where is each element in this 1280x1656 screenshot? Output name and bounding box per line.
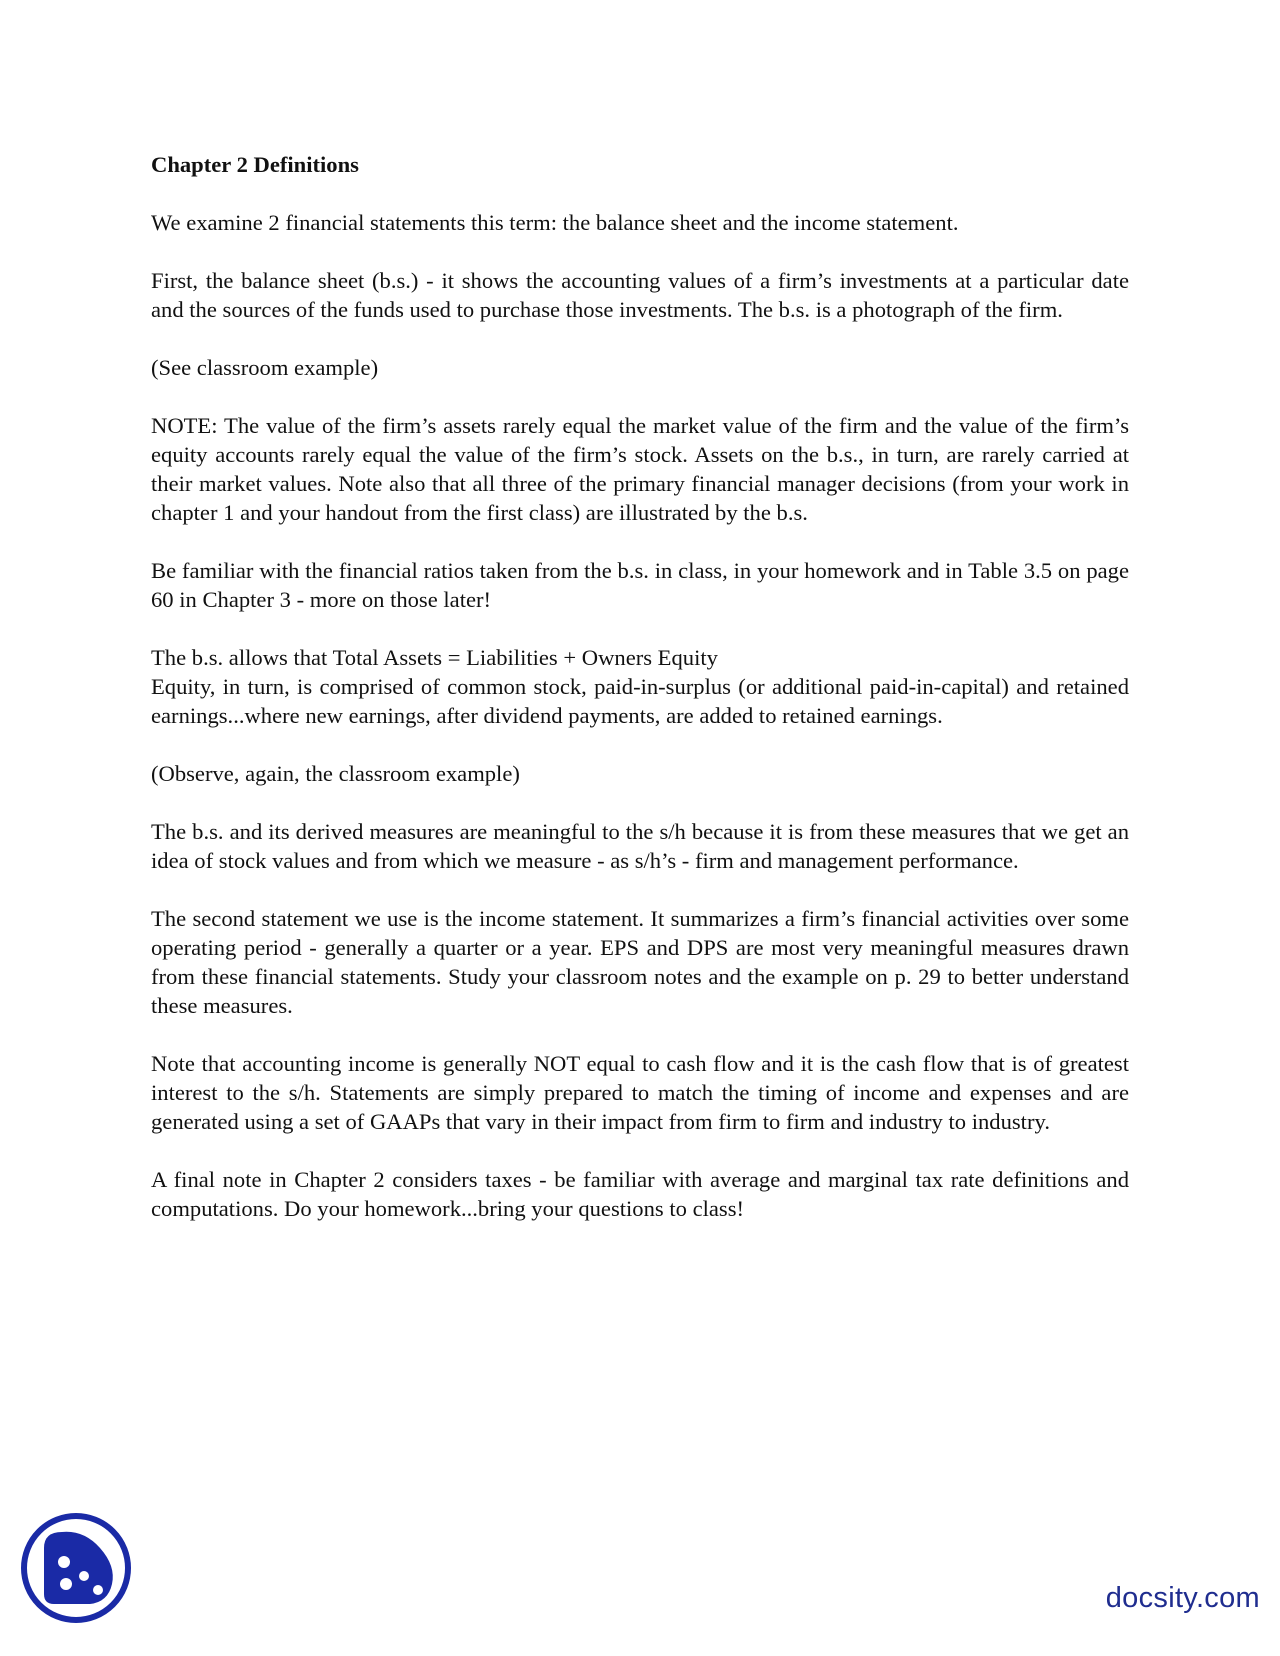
- equation-line: The b.s. allows that Total Assets = Liabilities + Owners Equity: [151, 645, 718, 670]
- paragraph-note: NOTE: The value of the firm’s assets rarely equal the market value of the firm and the value of the firm’s equity accounts rarely equal the value of the firm’s stock. Assets on the b.s., in turn, are rarely carried at their market values. Note also that all three of the primary financial manager decisions (from your work in chapter 1 and your handout from the first class) are illustrated by the b.s.: [151, 413, 1129, 525]
- paragraph-balance-sheet: First, the balance sheet (b.s.) - it shows the accounting values of a firm’s investments at a particular date and the sources of the funds used to purchase those investments. The b.s. is a photograph of the firm.: [151, 268, 1129, 322]
- paragraph-income-statement: The second statement we use is the income statement. It summarizes a firm’s financial activities over some operating period - generally a quarter or a year. EPS and DPS are most very meaningful measures drawn from these financial statements. Study your classroom notes and the example on p. 29 to better understand these measures.: [151, 906, 1129, 1018]
- paragraph-equation: [151, 643, 1129, 730]
- paragraph-cash-flow: Note that accounting income is generally NOT equal to cash flow and it is the cash flow that is of greatest interest to the s/h. Statements are simply prepared to match the timing of income and expenses and are generated using a set of GAAPs that vary in their impact from firm to firm and industry to industry.: [151, 1051, 1129, 1134]
- paragraph-intro: We examine 2 financial statements this term: the balance sheet and the income statement.: [151, 210, 959, 235]
- docsity-watermark[interactable]: docsity.com: [1105, 1582, 1260, 1614]
- paragraph-classroom-example: (See classroom example): [151, 355, 379, 380]
- docsity-logo-icon[interactable]: [20, 1512, 132, 1624]
- paragraph-derived-measures: The b.s. and its derived measures are meaningful to the s/h because it is from these measures that we get an idea of stock values and from which we measure - as s/h’s - firm and management performance.: [151, 819, 1129, 873]
- paragraph-taxes: A final note in Chapter 2 considers taxes - be familiar with average and marginal tax rate definitions and computations. Do your homework...bring your questions to class!: [151, 1167, 1129, 1221]
- page-title: Chapter 2 Definitions: [151, 152, 359, 177]
- equity-line: Equity, in turn, is comprised of common stock, paid-in-surplus (or additional paid-in-capital) and retained earnings...where new earnings, after dividend payments, are added to retained earnings.: [151, 674, 1129, 728]
- document-body: [151, 150, 1129, 1252]
- paragraph-ratios: Be familiar with the financial ratios taken from the b.s. in class, in your homework and in Table 3.5 on page 60 in Chapter 3 - more on those later!: [151, 558, 1129, 612]
- paragraph-observe: (Observe, again, the classroom example): [151, 761, 520, 786]
